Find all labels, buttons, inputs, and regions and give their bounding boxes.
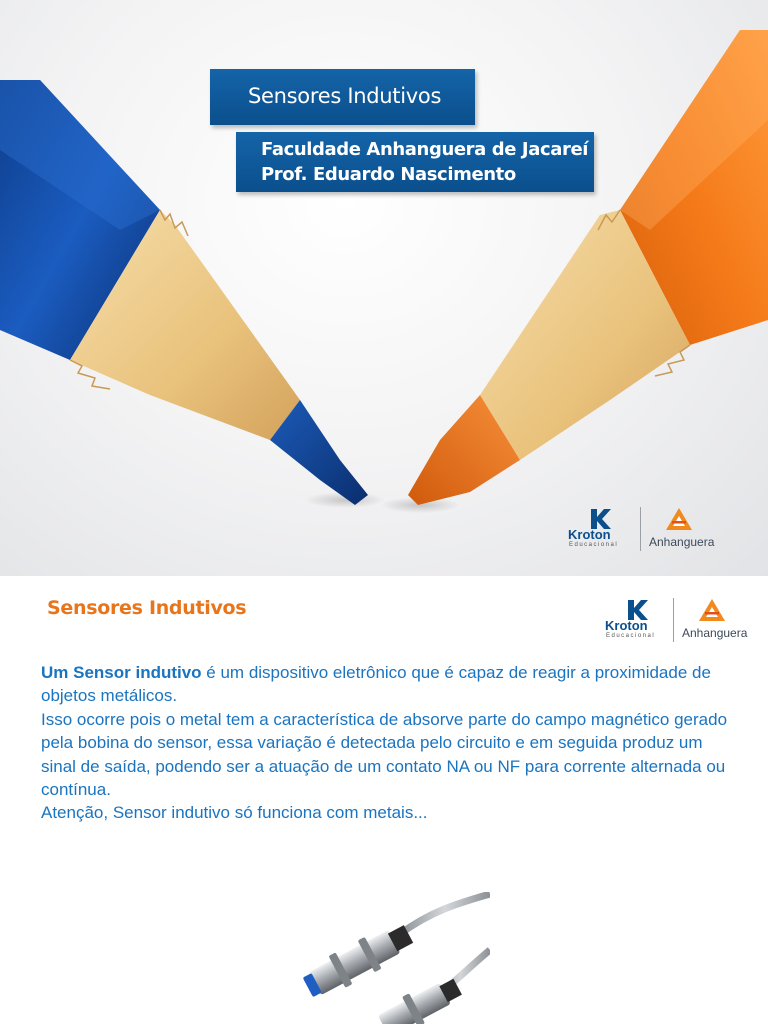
logo-divider <box>640 507 641 551</box>
anhanguera-a-icon <box>666 508 692 530</box>
anhanguera-wordmark: Anhanguera <box>649 535 715 549</box>
content-slide-title: Sensores Indutivos <box>47 597 247 619</box>
kroton-anhanguera-logo <box>568 505 728 557</box>
slide-title: Sensores Indutivos <box>248 84 442 108</box>
body-text <box>41 661 731 825</box>
educacional-wordmark: Educacional <box>606 633 656 639</box>
explanation-paragraph: Isso ocorre pois o metal tem a característica de absorve parte do campo magnético gerado pela bobina do sensor, essa variação é detectada pelo circuito e em seguida produz um sinal de saída, podendo ser a atuação de um contato NA ou NF para corrente alternada ou contínua. <box>41 709 728 800</box>
kroton-k-icon <box>626 600 648 620</box>
anhanguera-wordmark: Anhanguera <box>682 626 748 640</box>
kroton-k-icon <box>589 509 611 529</box>
content-slide <box>0 576 768 1024</box>
intro-bold: Um Sensor indutivo <box>41 663 202 682</box>
kroton-anhanguera-logo-2 <box>605 596 755 648</box>
kroton-wordmark: Kroton <box>568 527 611 542</box>
institution-name: Faculdade Anhanguera de Jacareí <box>261 139 589 160</box>
kroton-wordmark: Kroton <box>605 618 648 633</box>
warning-paragraph: Atenção, Sensor indutivo só funciona com metais... <box>41 803 428 823</box>
educacional-wordmark: Educacional <box>569 542 619 548</box>
intro-paragraph <box>41 661 731 708</box>
intro-rest: é um dispositivo eletrônico que é capaz de reagir a proximidade de objetos metálicos. <box>41 663 711 706</box>
inductive-sensor-image <box>290 892 490 1024</box>
anhanguera-a-icon <box>699 599 725 621</box>
professor-name: Prof. Eduardo Nascimento <box>261 164 516 185</box>
logo-divider <box>673 598 674 642</box>
